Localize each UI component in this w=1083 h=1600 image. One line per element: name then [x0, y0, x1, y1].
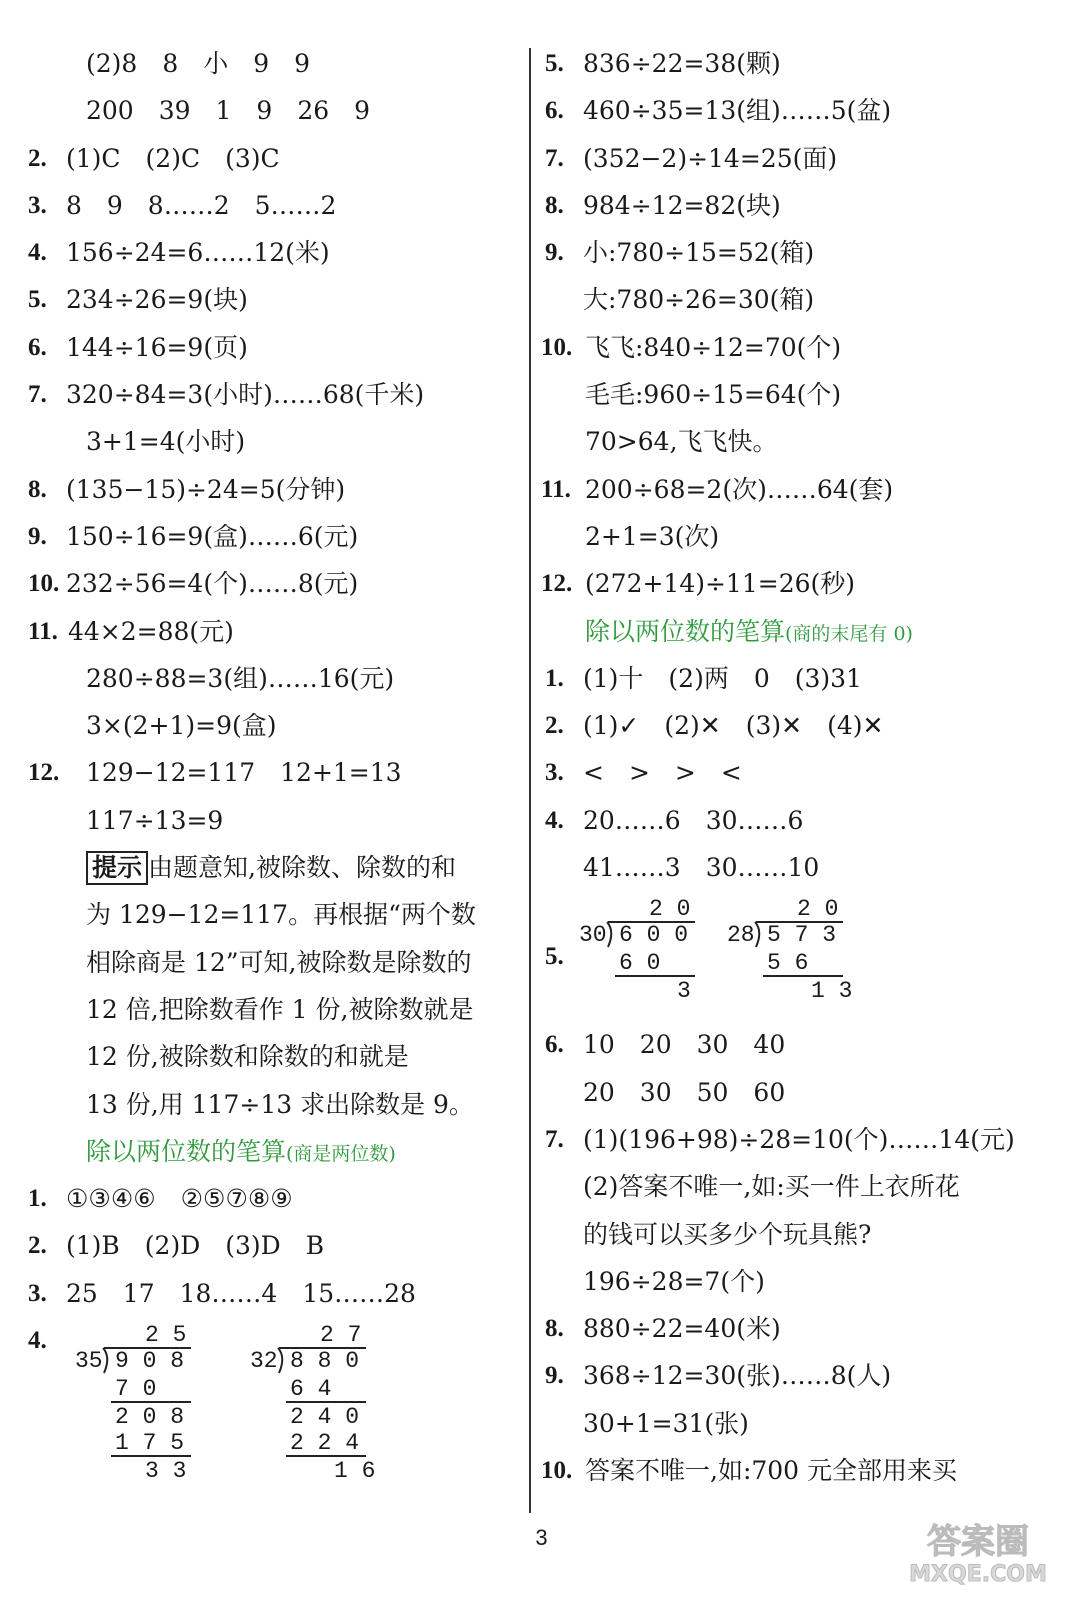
- answer-11: 11. 44×2=88(元): [28, 616, 234, 646]
- dividend: 8 8 0: [290, 1348, 360, 1375]
- watermark-logo: [890, 1513, 1065, 1588]
- answer-10: 10. 飞飞:840÷12=70(个): [541, 332, 842, 362]
- hint-line: 为 129−12=117。再根据“两个数: [86, 900, 476, 930]
- answer-2: 2. (1)C (2)C (3)C: [28, 143, 280, 173]
- answer-7: 7. (1)(196+98)÷28=10(个)……14(元): [545, 1124, 1015, 1154]
- answer-3: 3. 8 9 8……2 5……2: [28, 190, 337, 220]
- answer-2: 2. (1)B (2)D (3)D B: [28, 1231, 325, 1261]
- quotient: 2 5: [145, 1322, 187, 1349]
- answer-line: 的钱可以买多少个玩具熊?: [583, 1219, 872, 1249]
- divisor: 28: [727, 922, 755, 949]
- partial-product: 6 4: [290, 1376, 332, 1403]
- partial-product: 2 2 4: [290, 1430, 360, 1457]
- answer-9: 9. 小:780÷15=52(箱): [545, 238, 815, 268]
- dividend: 6 0 0: [619, 922, 689, 949]
- answer-4: 4. 20……6 30……6: [545, 805, 804, 835]
- answer-7: 7. 320÷84=3(小时)……68(千米): [28, 380, 425, 410]
- answer-line: 280÷88=3(组)……16(元): [86, 663, 395, 693]
- answer-5-long-division: 5. 2 0 30 6 0 0 6 0 3 2 0 28 5 7 3 5 6 1 3: [545, 891, 1045, 1021]
- answer-line: 3×(2+1)=9(盒): [86, 711, 277, 741]
- column-divider: [529, 48, 531, 1513]
- divisor: 30: [579, 922, 607, 949]
- answer-line: 大:780÷26=30(箱): [583, 285, 815, 315]
- watermark-url: MXQE.COM: [909, 1562, 1047, 1587]
- answer-6: 6. 460÷35=13(组)……5(盆): [545, 96, 892, 126]
- answer-line: 196÷28=7(个): [583, 1266, 765, 1296]
- long-division-a: [73, 1317, 223, 1487]
- section-title: 除以两位数的笔算(商的末尾有 0): [585, 616, 913, 646]
- partial-product: 7 0: [115, 1376, 157, 1403]
- answer-line: 3+1=4(小时): [86, 427, 246, 457]
- hint-line: 提示 由题意知,被除数、除数的和: [28, 844, 528, 891]
- remainder: 3: [677, 978, 691, 1005]
- dividend: 9 0 8: [115, 1348, 185, 1375]
- answer-4: 4. 156÷24=6……12(米): [28, 238, 330, 268]
- answer-line: 200 39 1 9 26 9: [86, 96, 371, 126]
- right-column: [541, 40, 1045, 1494]
- answer-line: 30+1=31(张): [583, 1408, 749, 1438]
- remainder: 1 6: [334, 1458, 376, 1485]
- answer-line: (2)8 8 小 9 9: [86, 49, 311, 78]
- left-column: [28, 40, 528, 1487]
- partial-remainder: 2 4 0: [290, 1404, 360, 1431]
- answer-9: 9. 368÷12=30(张)……8(人): [545, 1361, 892, 1391]
- answer-12: 12. 129−12=117 12+1=13: [28, 758, 402, 788]
- answer-line: 20 30 50 60: [583, 1077, 786, 1107]
- answer-3: 3. 25 17 18……4 15……28: [28, 1278, 416, 1308]
- partial-product: 5 6: [767, 950, 809, 977]
- watermark-text: 答案圈: [927, 1522, 1029, 1562]
- partial-remainder: 2 0 8: [115, 1404, 185, 1431]
- answer-11: 11. 200÷68=2(次)……64(套): [541, 474, 894, 504]
- answer-line: 117÷13=9: [86, 805, 224, 835]
- dividend: 5 7 3: [767, 922, 837, 949]
- section-title: 除以两位数的笔算(商是两位数): [86, 1136, 396, 1166]
- answer-5: 5. 836÷22=38(颗): [545, 49, 781, 78]
- answer-10: 10. 答案不唯一,如:700 元全部用来买: [541, 1456, 958, 1486]
- answer-10: 10. 232÷56=4(个)……8(元): [28, 569, 359, 599]
- answer-line: 70>64,飞飞快。: [585, 427, 778, 457]
- answer-line: 2+1=3(次): [585, 521, 720, 551]
- answer-1: 1. (1)十 (2)两 0 (3)31: [545, 663, 862, 693]
- answer-8: 8. 984÷12=82(块): [545, 190, 781, 220]
- answer-6: 6. 144÷16=9(页): [28, 332, 248, 362]
- partial-product: 6 0: [619, 950, 661, 977]
- answer-5: 5. 234÷26=9(块): [28, 285, 248, 315]
- answer-8: 8. (135−15)÷24=5(分钟): [28, 474, 346, 504]
- long-division-c: [577, 891, 727, 1021]
- long-division-b: [248, 1317, 398, 1487]
- answer-3: 3. < > > <: [545, 758, 742, 788]
- divisor: 35: [75, 1348, 103, 1375]
- answer-4-long-division: 4. 2 5 35 9 0 8 7 0 2 0 8 1 7 5 3 3 2 7 32 8 8 0 6 4 2 4 0 2 2 4 1 6: [28, 1317, 528, 1487]
- tip-label: 提示: [86, 851, 148, 885]
- answer-line: (2)答案不唯一,如:买一件上衣所花: [583, 1172, 960, 1202]
- answer-2: 2. (1)✓ (2)✕ (3)✕ (4)✕: [545, 711, 884, 741]
- answer-6: 6. 10 20 30 40: [545, 1030, 786, 1060]
- quotient: 2 0: [649, 896, 691, 923]
- divisor: 32: [250, 1348, 278, 1375]
- answer-7: 7. (352−2)÷14=25(面): [545, 143, 838, 173]
- answer-9: 9. 150÷16=9(盒)……6(元): [28, 521, 359, 551]
- answer-line: 毛毛:960÷15=64(个): [585, 380, 842, 410]
- partial-product: 1 7 5: [115, 1430, 185, 1457]
- answer-1: 1. ①③④⑥ ②⑤⑦⑧⑨: [28, 1184, 293, 1214]
- long-division-e: [725, 891, 875, 1021]
- page-number: 3: [535, 1525, 548, 1550]
- answer-8: 8. 880÷22=40(米): [545, 1314, 781, 1344]
- answer-line: 41……3 30……10: [583, 853, 820, 883]
- hint-line: 相除商是 12”可知,被除数是除数的: [86, 947, 472, 977]
- answer-12: 12. (272+14)÷11=26(秒): [541, 569, 856, 599]
- remainder: 3 3: [145, 1458, 187, 1485]
- remainder: 1 3: [811, 978, 853, 1005]
- hint-line: 12 倍,把除数看作 1 份,被除数就是: [86, 994, 474, 1024]
- quotient: 2 7: [320, 1322, 362, 1349]
- hint-line: 12 份,被除数和除数的和就是: [86, 1042, 409, 1072]
- hint-line: 13 份,用 117÷13 求出除数是 9。: [86, 1089, 474, 1119]
- quotient: 2 0: [797, 896, 839, 923]
